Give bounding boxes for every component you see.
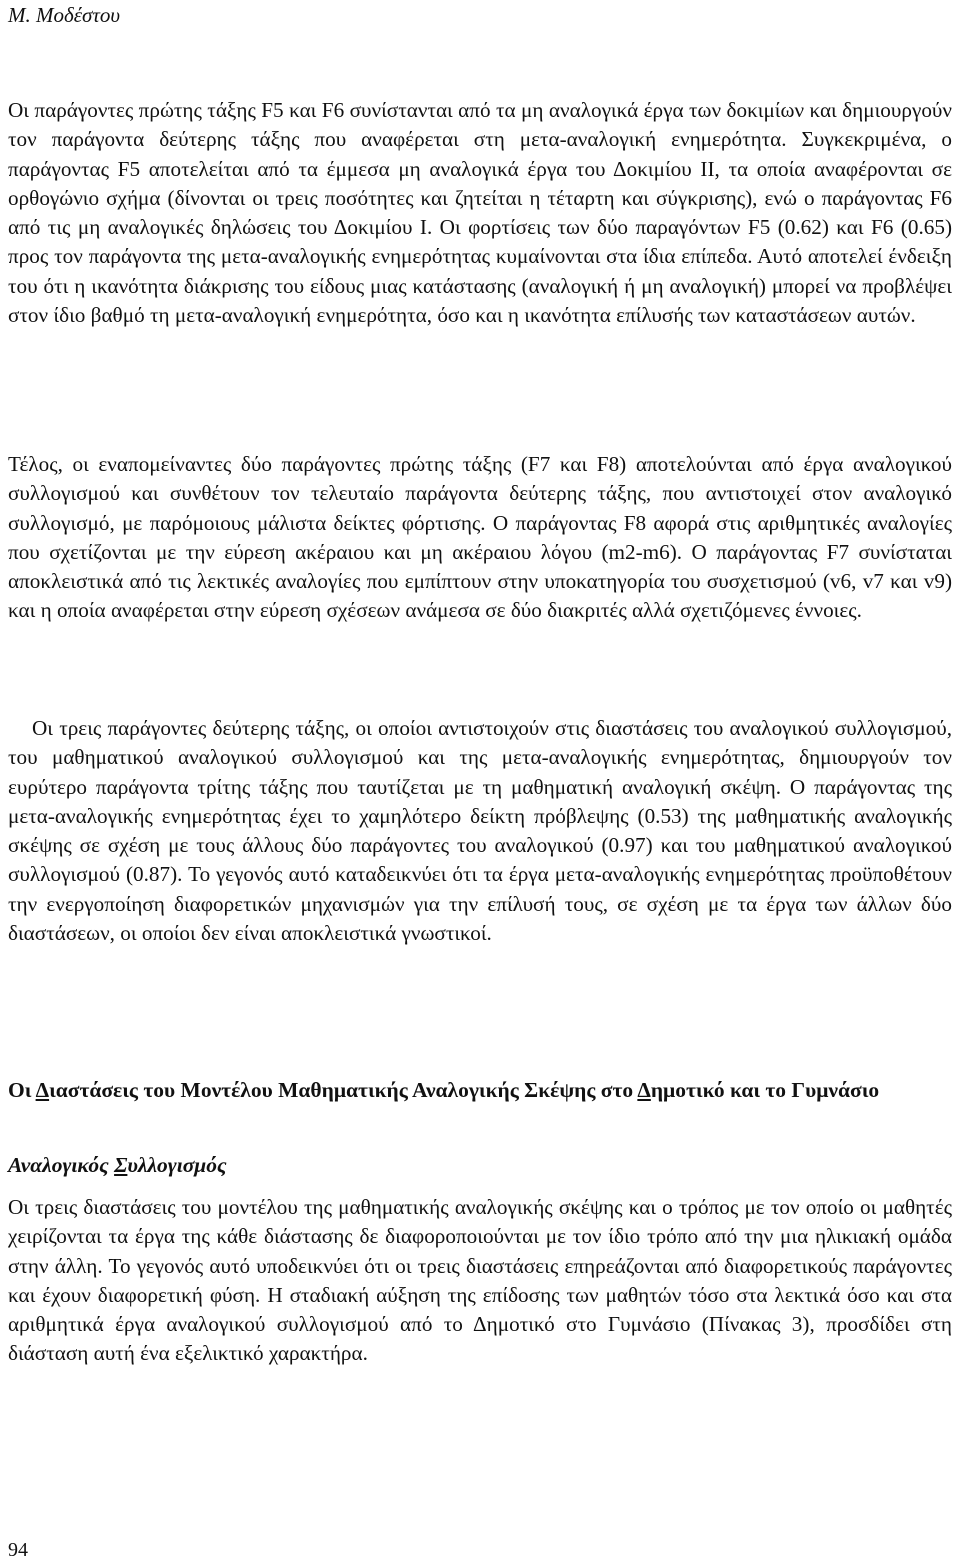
subsection-heading-underlined-letter: Σ: [114, 1153, 128, 1177]
paragraph-dimensions-development: Οι τρεις διαστάσεις του μοντέλου της μαθηματικής αναλογικής σκέψης και ο τρόπος με τον οποίο οι μαθητές χειρίζονται τα έργα της κάθε διάστασης δε διαφοροποιούνται με τον ίδιο τρόπο από την μια ηλικιακή ομάδα στην άλλη. Το γεγονός αυτό υποδεικνύει ότι οι τρεις διαστάσεις επηρεάζονται από διαφορετικούς παράγοντες και έχουν διαφορετική φύση. Η σταδιακή αύξηση της επίδοσης των μαθητών τόσο στα λεκτικά όσο και στα αριθμητικά έργα αναλογικού συλλογισμού από το Δημοτικό στο Γυμνάσιο (Πίνακας 3), προσδίδει στη διάσταση αυτή ένα εξελικτικό χαρακτήρα.: [8, 1195, 952, 1366]
section-heading: [8, 1075, 952, 1105]
paragraph-meta-analogical-factors: Οι παράγοντες πρώτης τάξης F5 και F6 συνίστανται από τα μη αναλογικά έργα των δοκιμίων και δημιουργούν τον παράγοντα δεύτερης τάξης που αναφέρεται στη μετα-αναλογική ενημερότητα. Συγκεκριμένα, ο παράγοντας F5 αποτελείται από τα έμμεσα μη αναλογικά έργα του Δοκιμίου ΙΙ, τα οποία αναφέρονται σε ορθογώνιο σχήμα (δίνονται οι τρεις ποσότητες και ζητείται η τέταρτη και σύγκρισης), ενώ ο παράγοντας F6 από τις μη αναλογικές δηλώσεις του Δοκιμίου Ι. Οι φορτίσεις των δύο παραγόντων F5 (0.62) και F6 (0.65) προς τον παράγοντα της μετα-αναλογικής ενημερότητας κυμαίνονται στα ίδια επίπεδα. Αυτό αποτελεί ένδειξη του ότι η ικανότητα διάκρισης του είδους μιας κατάστασης (αναλογική ή μη αναλογική) μπορεί να προβλέψει στον ίδιο βαθμό τη μετα-αναλογική ενημερότητα, όσο και η ικανότητα επίλυσής των καταστάσεων αυτών.: [8, 98, 952, 328]
page-number: 94: [8, 1539, 28, 1561]
subsection-heading-part1: Αναλογικός: [8, 1153, 115, 1177]
section-heading-underlined-letter-2: Δ: [637, 1078, 651, 1102]
running-header-author: Μ. Μοδέστου: [8, 3, 121, 27]
paragraph-second-order-factors: Οι τρεις παράγοντες δεύτερης τάξης, οι οποίοι αντιστοιχούν στις διαστάσεις του αναλογικού συλλογισμού, του μαθηματικού αναλογικού συλλογισμού και της μετα-αναλογικής ενημερότητας, δημιουργούν τον ευρύτερο παράγοντα τρίτης τάξης που ταυτίζεται με τη μαθηματική αναλογική σκέψη. Ο παράγοντας της μετα-αναλογικής ενημερότητας έχει το χαμηλότερο δείκτη πρόβλεψης (0.53) της μαθηματικής αναλογικής σκέψης σε σχέση με τους άλλους δύο παράγοντες του αναλογικού (0.97) και του μαθηματικού αναλογικού συλλογισμού (0.87). Το γεγονός αυτό καταδεικνύει ότι τα έργα μετα-αναλογικής ενημερότητας προϋποθέτουν την ενεργοποίηση διαφορετικών μηχανισμών για την επίλυσή τους, σε σχέση με τα έργα των άλλων δύο διαστάσεων, οι οποίοι δεν είναι αποκλειστικά γνωστικοί.: [8, 716, 952, 946]
section-heading-part2: ιαστάσεις του Μοντέλου Μαθηματικής Αναλογικής Σκέψης στο: [49, 1078, 638, 1102]
section-heading-part1: Οι: [8, 1078, 36, 1102]
section-heading-underlined-letter-1: Δ: [35, 1078, 50, 1102]
subsection-heading-part2: υλλογισμός: [127, 1153, 227, 1177]
section-heading-part3: ημοτικό και το Γυμνάσιο: [650, 1078, 880, 1102]
subsection-heading: [8, 1150, 227, 1180]
paragraph-analogical-reasoning-factors: Τέλος, οι εναπομείναντες δύο παράγοντες πρώτης τάξης (F7 και F8) αποτελούνται από έργα αναλογικού συλλογισμού και συνθέτουν τον τελευταίο παράγοντα δεύτερης τάξης, που αντιστοιχεί στον αναλογικό συλλογισμό, με παρόμοιους μάλιστα δείκτες φόρτισης. Ο παράγοντας F8 αφορά στις αριθμητικές αναλογίες που σχετίζονται με την εύρεση ακέραιου και μη ακέραιου λόγου (m2-m6). Ο παράγοντας F7 συνίσταται αποκλειστικά από τις λεκτικές αναλογίες που εμπίπτουν στην υποκατηγορία του συσχετισμού (v6, v7 και v9) και η οποία αναφέρεται στην εύρεση σχέσεων ανάμεσα σε δύο διακριτές αλλά σχετιζόμενες έννοιες.: [8, 452, 952, 623]
